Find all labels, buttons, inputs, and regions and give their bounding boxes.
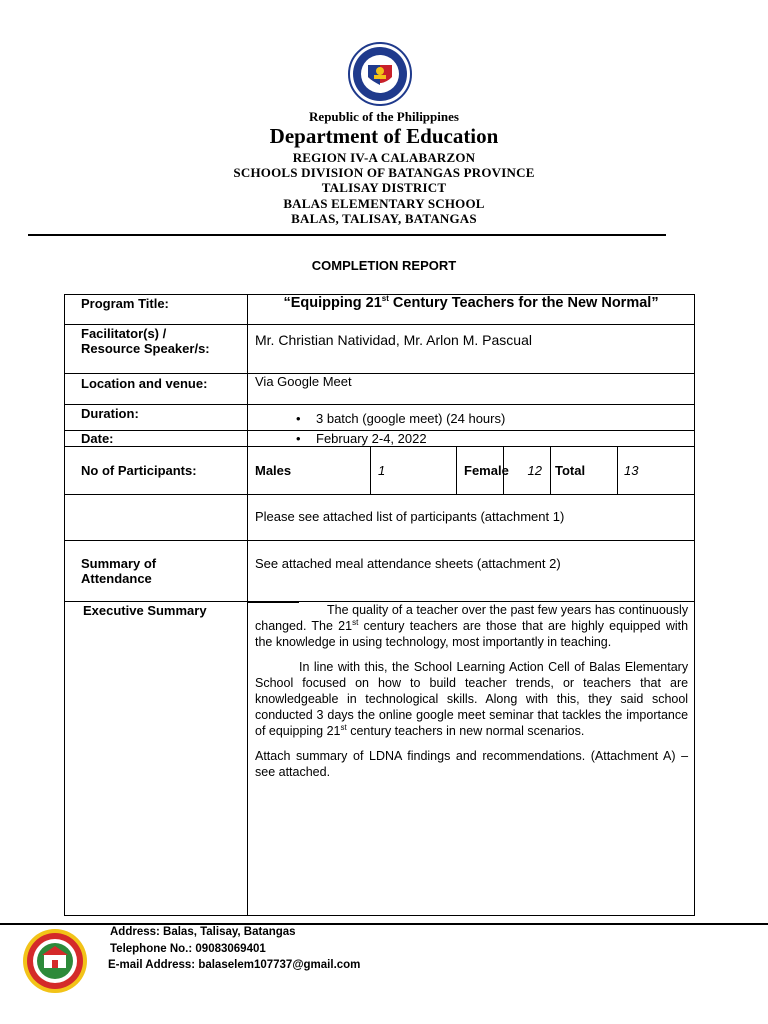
duration-value: • 3 batch (google meet) (24 hours) — [248, 405, 695, 431]
report-title: COMPLETION REPORT — [311, 258, 457, 273]
attendance-label: Summary of Attendance — [65, 541, 248, 602]
facilitator-value: Mr. Christian Natividad, Mr. Arlon M. Pascual — [248, 325, 695, 374]
date-label: Date: — [65, 431, 248, 447]
female-value: 12 — [504, 447, 551, 495]
header-division: SCHOOLS DIVISION OF BATANGAS PROVINCE — [233, 165, 535, 180]
bullet-icon: • — [296, 431, 301, 446]
participants-note: Please see attached list of participants (attachment 1) — [248, 495, 695, 541]
footer-address: Address: Balas, Talisay, Batangas — [110, 926, 296, 938]
total-cell — [551, 447, 695, 495]
header-region: REGION IV-A CALABARZON — [292, 150, 476, 165]
males-value: 1 — [371, 447, 457, 495]
footer-email: E-mail Address: balaselem107737@gmail.com — [108, 959, 361, 971]
row-attendance — [65, 541, 695, 602]
duration-label: Duration: — [65, 405, 248, 431]
row-date — [65, 431, 695, 447]
program-title-value: “Equipping 21st Century Teachers for the New Normal” — [248, 295, 695, 325]
facilitator-label: Facilitator(s) / Resource Speaker/s: — [65, 325, 248, 374]
total-label: Total — [555, 463, 586, 478]
footer-telephone: Telephone No.: 09083069401 — [110, 943, 266, 955]
exec-paragraph-3: Attach summary of LDNA findings and recommendations. (Attachment A) – see attached. — [255, 749, 689, 779]
row-location — [65, 374, 695, 405]
header-department: Department of Education — [269, 124, 499, 148]
exec-summary-label: Executive Summary — [65, 602, 248, 916]
program-title-label: Program Title: — [65, 295, 248, 325]
total-value: 13 — [624, 463, 639, 478]
header-school-address: BALAS, TALISAY, BATANGAS — [291, 211, 477, 226]
date-value: • February 2-4, 2022 — [248, 431, 695, 447]
row-program-title — [65, 295, 695, 325]
participants-label: No of Participants: — [65, 447, 248, 495]
header-republic: Republic of the Philippines — [309, 109, 459, 124]
female-label: Female — [457, 447, 504, 495]
row-participants-note — [65, 495, 695, 541]
deped-seal — [344, 41, 416, 107]
males-label: Males — [248, 447, 371, 495]
exec-summary-body — [248, 602, 695, 916]
exec-paragraph-1: The quality of a teacher over the past few years has continuously changed. The 21st century teachers are those that are highly equipped with the knowledge in using technology, most importantly in teaching. — [255, 603, 689, 649]
location-label: Location and venue: — [65, 374, 248, 405]
footer-divider — [0, 923, 768, 925]
header-divider — [28, 234, 666, 236]
exec-paragraph-2: In line with this, the School Learning Action Cell of Balas Elementary School focused on how to build teacher trends, or teachers that are knowledgeable in technological skills. Along with this, they said school conducted 3 days the online google meet seminar that tackles the importance of equipping 21st century teachers in new normal scenarios. — [255, 660, 689, 738]
header-district: TALISAY DISTRICT — [321, 180, 447, 195]
row-participants — [65, 447, 695, 495]
header-school: BALAS ELEMENTARY SCHOOL — [283, 196, 485, 211]
location-value: Via Google Meet — [248, 374, 695, 405]
completion-report-table — [64, 294, 695, 916]
bullet-icon: • — [296, 411, 301, 426]
attendance-value: See attached meal attendance sheets (attachment 2) — [248, 541, 695, 602]
row-facilitator — [65, 325, 695, 374]
row-executive-summary — [65, 602, 695, 916]
row-duration — [65, 405, 695, 431]
school-logo — [22, 928, 88, 994]
